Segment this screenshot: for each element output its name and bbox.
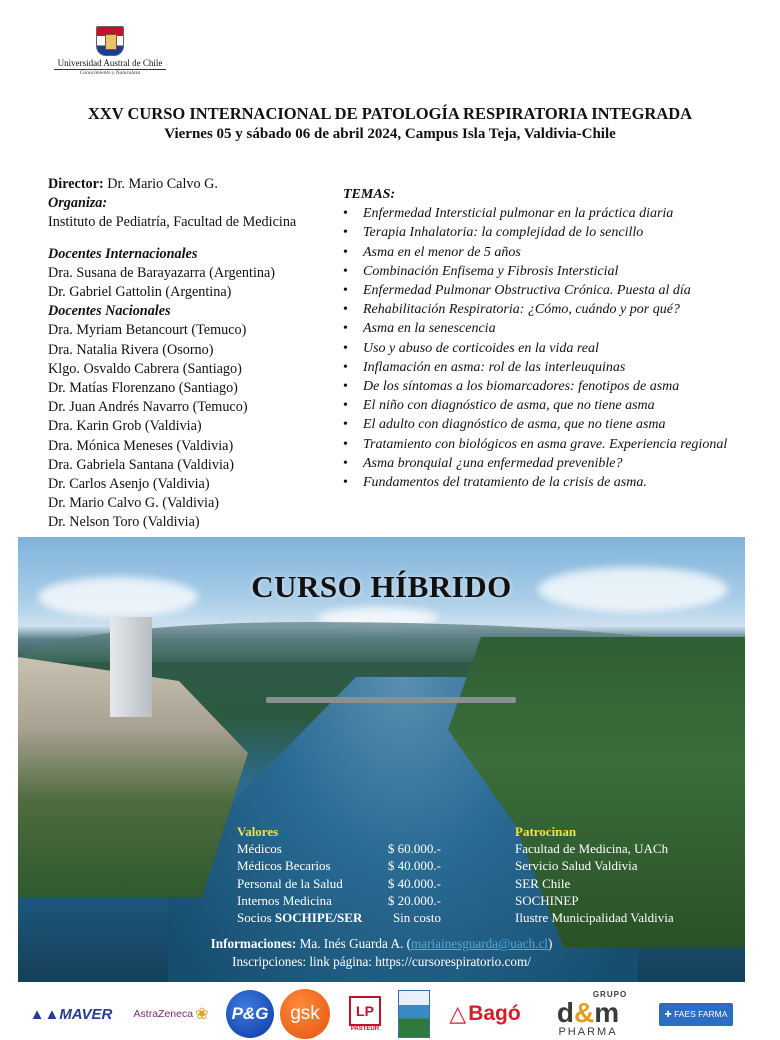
topic-item: • De los síntomas a los biomarcadores: fenotipos de asma xyxy=(343,377,743,396)
faculty-name: Dra. Susana de Barayazarra (Argentina) xyxy=(48,264,276,281)
university-crest-icon xyxy=(96,26,124,56)
topic-item: • Enfermedad Pulmonar Obstructiva Crónica. Puesta al día xyxy=(343,281,743,300)
price-row xyxy=(237,892,441,909)
topics-list xyxy=(343,204,743,492)
price-row xyxy=(237,857,441,874)
faculty-name: Klgo. Osvaldo Cabrera (Santiago) xyxy=(48,360,242,377)
astrazeneca-symbol-icon: ❀ xyxy=(195,1006,209,1023)
director-line xyxy=(48,175,338,194)
sponsor-item: SOCHINEP xyxy=(515,892,579,908)
price-row xyxy=(237,875,441,892)
pg-text: P&G xyxy=(226,990,274,1038)
price-label: Internos Medicina xyxy=(237,892,332,908)
valdivia-aerial-photo xyxy=(18,537,745,982)
national-faculty-heading: Docentes Nacionales xyxy=(48,303,171,320)
university-name: Universidad Austral de Chile xyxy=(54,58,166,70)
dm-pharma-logo xyxy=(538,988,638,1040)
topics-column xyxy=(343,185,743,492)
faes-box: ✚ FAES FARMA xyxy=(659,1003,734,1026)
bago-logo xyxy=(440,988,530,1040)
course-title-block xyxy=(0,104,780,144)
director-name: Dr. Mario Calvo G. xyxy=(107,176,218,192)
topic-item: • Enfermedad Intersticial pulmonar en la práctica diaria xyxy=(343,204,743,223)
topic-item: • Asma en la senescencia xyxy=(343,319,743,338)
astrazeneca-text: AstraZeneca xyxy=(133,1008,194,1020)
price-row xyxy=(237,909,441,926)
faculty-name: Dra. Karin Grob (Valdivia) xyxy=(48,418,202,435)
topic-item: • Uso y abuso de corticoides en la vida real xyxy=(343,339,743,358)
info-contact: Ma. Inés Guarda A. xyxy=(299,936,404,951)
inscripciones-link[interactable]: link página: https://cursorespiratorio.com/ xyxy=(309,954,531,969)
sponsors-text-block xyxy=(515,823,674,926)
faculty-name: Dr. Carlos Asenjo (Valdivia) xyxy=(48,476,210,493)
faculty-name: Dra. Mónica Meneses (Valdivia) xyxy=(48,437,234,454)
pasteur-mark: LP xyxy=(349,996,381,1026)
price-amount: Sin costo xyxy=(392,910,441,926)
topic-item: • Inflamación en asma: rol de las interleuquinas xyxy=(343,358,743,377)
sochinep-emblem-icon xyxy=(398,990,430,1038)
dm-amp: & xyxy=(573,996,595,1028)
bago-triangle-icon: △ xyxy=(449,1001,467,1026)
gsk-logo xyxy=(278,988,332,1040)
topic-item: • Combinación Enfisema y Fibrosis Intersticial xyxy=(343,262,743,281)
sponsors-heading: Patrocinan xyxy=(515,824,577,839)
price-amount: $ 40.000.- xyxy=(387,858,441,874)
topic-item: • Asma en el menor de 5 años xyxy=(343,243,743,262)
price-label xyxy=(237,909,379,926)
director-label: Director: xyxy=(48,176,104,192)
inscripciones-label: Inscripciones: xyxy=(232,954,307,969)
topic-item: • El adulto con diagnóstico de asma, que no tiene asma xyxy=(343,415,743,434)
faculty-name: Dr. Nelson Toro (Valdivia) xyxy=(48,514,200,531)
inscripciones-line xyxy=(18,953,745,971)
sochinep-logo xyxy=(396,988,432,1040)
topic-item: • Fundamentos del tratamiento de la crisis de asma. xyxy=(343,473,743,492)
info-label: Informaciones: xyxy=(210,936,297,951)
sponsor-item: Facultad de Medicina, UACh xyxy=(515,841,669,857)
faculty-name: Dra. Myriam Betancourt (Temuco) xyxy=(48,322,247,339)
price-label-bold: SOCHIPE/SER xyxy=(274,910,363,926)
dm-mark xyxy=(556,996,620,1028)
organiza-value: Instituto de Pediatría, Facultad de Medicina xyxy=(48,214,297,231)
university-logo xyxy=(54,26,166,78)
price-amount: $ 60.000.- xyxy=(387,841,441,857)
prices-table xyxy=(237,840,441,926)
faculty-name: Dr. Juan Andrés Navarro (Temuco) xyxy=(48,399,248,416)
price-label: Médicos xyxy=(237,841,282,857)
faculty-name: Dr. Mario Calvo G. (Valdivia) xyxy=(48,495,220,512)
faes-text: FAES FARMA xyxy=(674,1008,728,1019)
pg-logo xyxy=(224,988,276,1040)
sponsor-item: Servicio Salud Valdivia xyxy=(515,858,638,874)
course-title: XXV CURSO INTERNACIONAL DE PATOLOGÍA RESPIRATORIA INTEGRADA xyxy=(87,104,693,123)
sponsor-logos-row xyxy=(0,988,780,1040)
topic-item: • Tratamiento con biológicos en asma grave. Experiencia regional xyxy=(343,435,743,454)
dm-d: d xyxy=(556,996,574,1028)
faculty-name: Dra. Gabriela Santana (Valdivia) xyxy=(48,456,234,473)
info-line: Informaciones: Ma. Inés Guarda A. (mariainesguarda@uach.cl) xyxy=(210,936,553,951)
maver-mark-icon: ▲▲ xyxy=(29,1005,60,1023)
pasteur-logo xyxy=(346,988,384,1040)
topics-heading: TEMAS: xyxy=(343,187,396,202)
dm-m: m xyxy=(594,996,620,1028)
topic-item: • El niño con diagnóstico de asma, que no tiene asma xyxy=(343,396,743,415)
faculty-name: Dr. Matías Florenzano (Santiago) xyxy=(48,380,238,397)
bago-text: Bagó xyxy=(468,1002,521,1025)
price-amount: $ 40.000.- xyxy=(387,875,441,891)
topic-item: • Rehabilitación Respiratoria: ¿Cómo, cuándo y por qué? xyxy=(343,300,743,319)
price-label-prefix: Socios xyxy=(237,910,275,926)
info-block xyxy=(18,935,745,971)
price-row xyxy=(237,840,441,857)
topic-item: • Terapia Inhalatoria: la complejidad de lo sencillo xyxy=(343,223,743,242)
faculty-column xyxy=(48,175,338,533)
topic-item: • Asma bronquial ¿una enfermedad prevenible? xyxy=(343,454,743,473)
price-label: Médicos Becarios xyxy=(237,858,331,874)
faes-farma-logo xyxy=(660,988,732,1040)
hybrid-course-title: CURSO HÍBRIDO xyxy=(251,569,512,604)
info-email-link[interactable]: mariainesguarda@uach.cl xyxy=(410,936,548,951)
university-motto: Conocimiento y Naturaleza xyxy=(79,70,141,76)
price-label: Personal de la Salud xyxy=(237,875,343,891)
course-date-location: Viernes 05 y sábado 06 de abril 2024, Campus Isla Teja, Valdivia-Chile xyxy=(164,126,616,142)
dm-pharma-text: PHARMA xyxy=(558,1025,618,1038)
maver-logo xyxy=(28,988,114,1040)
sponsor-item: SER Chile xyxy=(515,875,571,891)
prices-heading: Valores xyxy=(237,824,279,839)
price-amount: $ 20.000.- xyxy=(387,892,441,908)
pasteur-text: PASTEUR xyxy=(350,1026,380,1032)
organiza-label: Organiza: xyxy=(48,195,108,212)
dm-grupo-text: GRUPO xyxy=(592,989,628,999)
sponsor-item: Ilustre Municipalidad Valdivia xyxy=(515,910,674,926)
maver-text: MAVER xyxy=(59,1005,113,1023)
faculty-name: Dra. Natalia Rivera (Osorno) xyxy=(48,341,214,358)
faculty-name: Dr. Gabriel Gattolin (Argentina) xyxy=(48,284,232,301)
astrazeneca-logo xyxy=(130,988,212,1040)
gsk-text: gsk xyxy=(280,989,330,1039)
prices-block xyxy=(237,823,441,926)
international-faculty-heading: Docentes Internacionales xyxy=(48,245,198,262)
